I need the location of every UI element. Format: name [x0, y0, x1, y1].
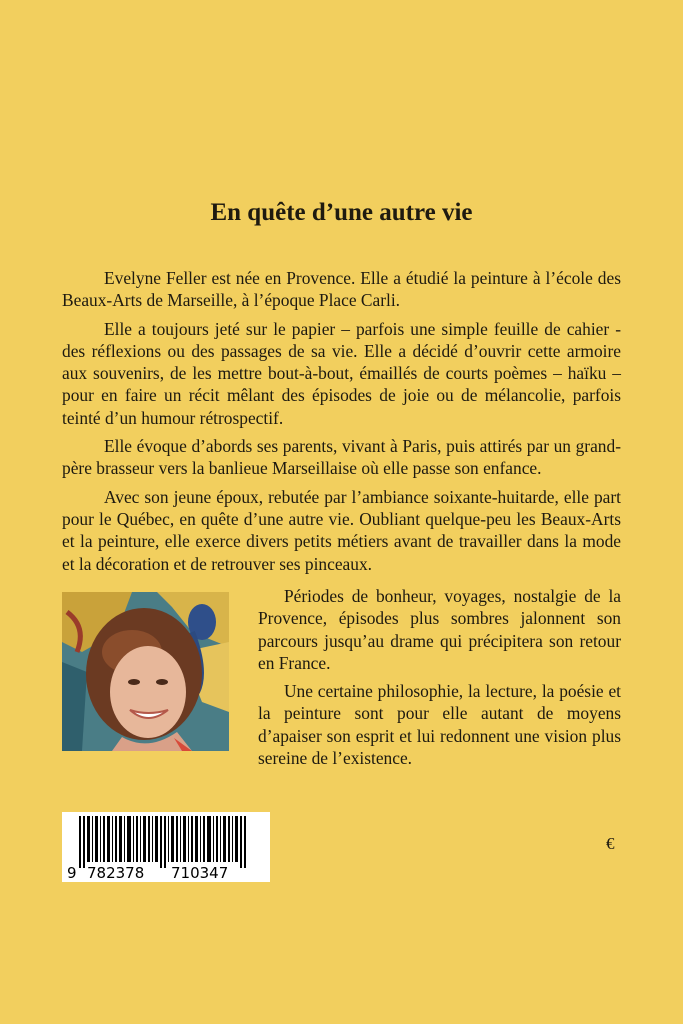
paragraph: Une certaine philosophie, la lecture, la poésie et la peinture sont pour elle autant de moyens d’apaiser son esprit et lui redonnent une vision plus sereine de l’existence. [258, 681, 621, 769]
back-cover-text [62, 267, 621, 581]
side-text [258, 585, 621, 775]
isbn-barcode [62, 812, 270, 882]
paragraph: Evelyne Feller est née en Provence. Elle a étudié la peinture à l’école des Beaux-Arts de Marseille, à l’époque Place Carli. [62, 268, 621, 311]
isbn-group-2: 710347 [171, 864, 229, 882]
book-title: En quête d’une autre vie [210, 199, 473, 226]
paragraph: Avec son jeune époux, rebutée par l’ambiance soixante-huitarde, elle part pour le Québec, en quête d’une autre vie. Oubliant quelque-peu les Beaux-Arts et la peinture, elle exerce divers petits métiers avant de travailler dans la mode et la décoration et de retrouver ses pinceaux. [62, 486, 621, 574]
isbn-digits [62, 864, 270, 882]
price-label: € [606, 834, 615, 853]
isbn-group-1: 782378 [87, 864, 145, 882]
author-photo [62, 592, 229, 751]
paragraph: Elle a toujours jeté sur le papier – parfois une simple feuille de cahier - des réflexions ou des passages de sa vie. Elle a décidé d’ouvrir cette armoire aux souvenirs, de les mettre bout-à-bout, émaillés de courts poèmes – haïku – pour en faire un récit mêlant des épisodes de joie ou de mélancolie, parfois teinté d’un humour rétrospectif. [62, 318, 621, 428]
paragraph: Périodes de bonheur, voyages, nostalgie de la Provence, épisodes plus sombres jalonnent son parcours jusqu’au drame qui précipitera son retour en France. [258, 586, 621, 673]
paragraph: Elle évoque d’abords ses parents, vivant à Paris, puis attirés par un grand-père brasseur vers la banlieue Marseillaise où elle passe son enfance. [62, 436, 621, 479]
barcode-bars-icon [62, 812, 270, 868]
isbn-lead-digit: 9 [67, 864, 77, 882]
author-portrait-illustration [62, 592, 229, 751]
